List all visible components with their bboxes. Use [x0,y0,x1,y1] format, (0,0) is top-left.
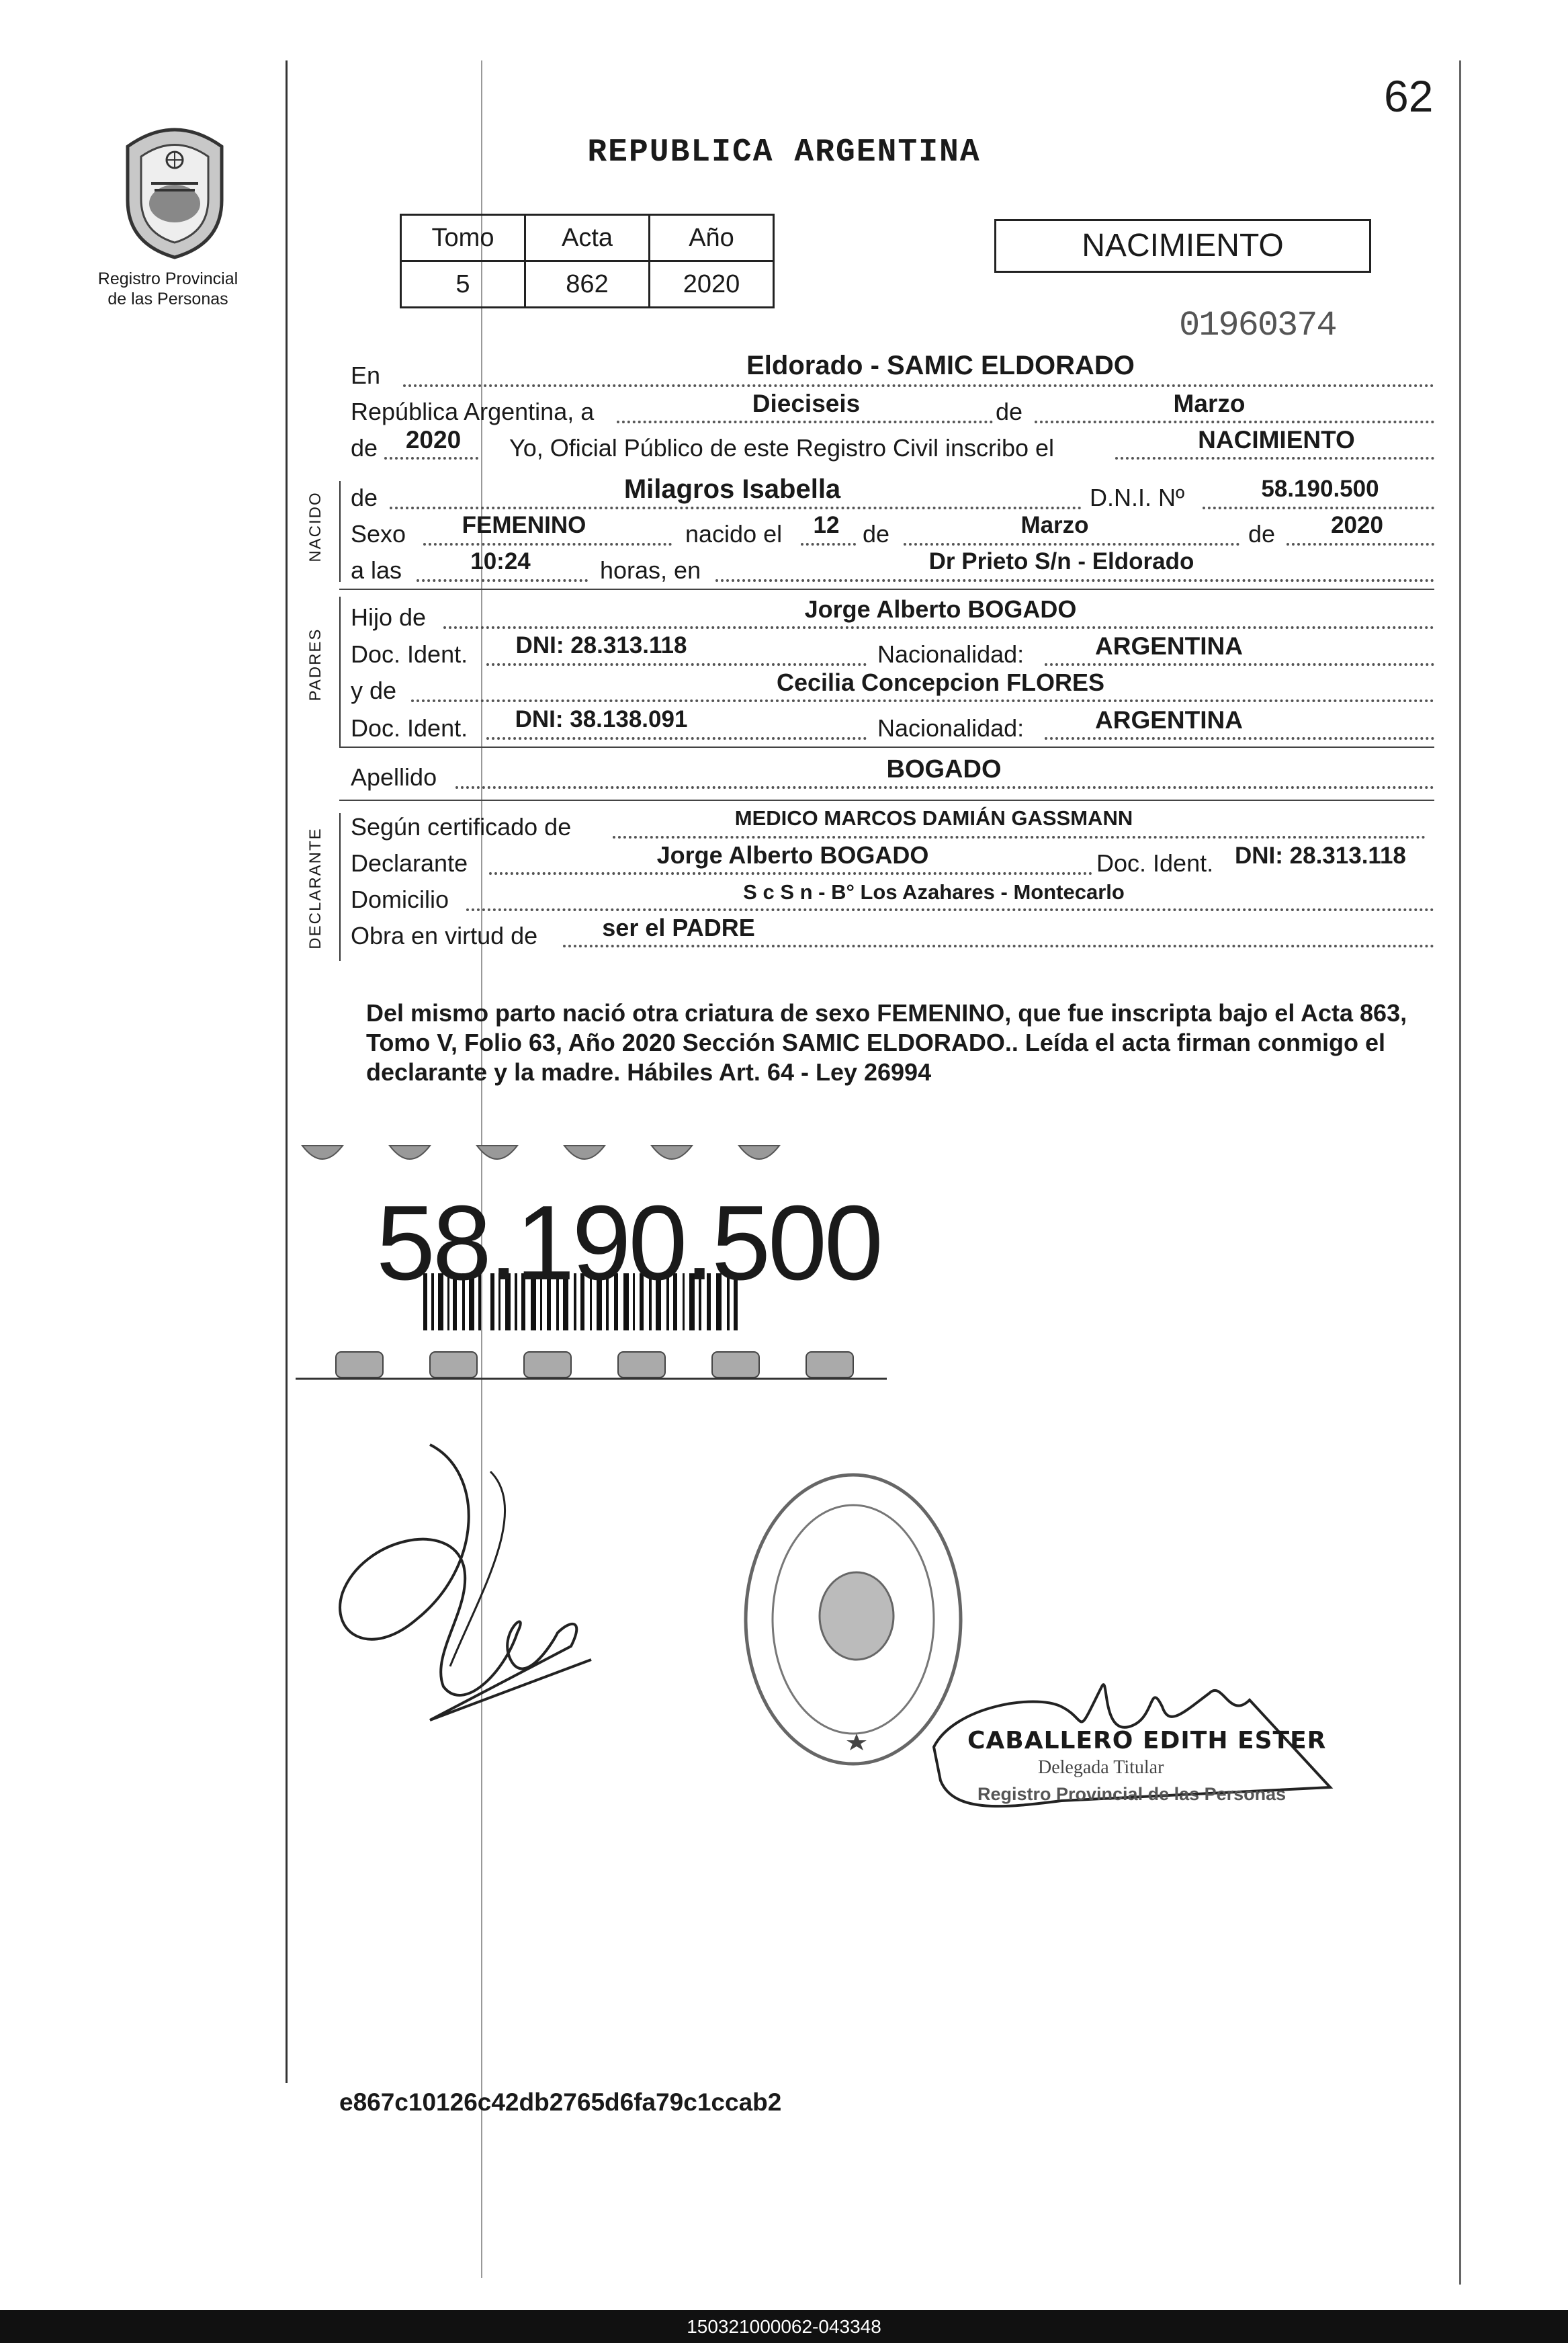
apellido-label: Apellido [351,763,437,791]
mother-doc: DNI: 38.138.091 [515,706,688,732]
birth-year-dots [1287,543,1434,546]
nacido-de-label: de [351,484,378,511]
nacido-el-label: nacido el [685,520,783,548]
dom-label: Domicilio [351,886,449,913]
logo-caption-line1: Registro Provincial [97,269,238,288]
alas-label: a las [351,556,402,584]
obra-label: Obra en virtud de [351,922,538,949]
registrar-org: Registro Provincial de las Personas [977,1784,1287,1804]
rep-dots [617,421,993,423]
en-dots [403,384,1434,387]
birth-day: 12 [813,512,840,538]
padres-separator [339,747,1434,748]
year-dots [384,457,478,460]
cert-value: MEDICO MARCOS DAMIÁN GASSMANN [734,806,1133,830]
decl-dots [489,872,1092,875]
father-nat: ARGENTINA [1095,632,1243,660]
value-acta: 862 [525,261,650,308]
father-doc-label: Doc. Ident. [351,640,468,668]
nacido-separator [339,589,1434,590]
value-anio: 2020 [650,261,774,308]
dom-dots [466,908,1434,911]
reference-table [400,214,775,308]
section-label-declarante: DECLARANTE [306,827,324,949]
de-label: de [996,398,1023,425]
mother-nat-label: Nacionalidad: [877,714,1025,742]
dni-dots [1203,507,1434,509]
document-hash: e867c10126c42db2765d6fa79c1ccab2 [339,2088,782,2116]
day-value: Dieciseis [752,390,861,417]
place-dots [715,579,1434,582]
father-doc-dots [486,663,867,666]
right-margin-line [1459,60,1461,2285]
child-name: Milagros Isabella [623,474,841,504]
registrar-role: Delegada Titular [1038,1757,1164,1778]
act-value: NACIMIENTO [1198,426,1355,454]
section-label-padres: PADRES [306,628,324,701]
en-label: En [351,361,381,389]
declarante-bracket [339,813,341,961]
mother-name: Cecilia Concepcion FLORES [776,669,1105,696]
birth-time: 10:24 [470,548,531,574]
decl-value: Jorge Alberto BOGADO [656,841,929,869]
father-doc: DNI: 28.313.118 [515,632,687,658]
page-number: 62 [1384,71,1434,121]
record-type-box: NACIMIENTO [994,219,1371,273]
sexo-value: FEMENINO [462,512,586,538]
act-dots [1115,457,1434,460]
hijo-label: Hijo de [351,603,427,631]
serial-number: 01960374 [1179,306,1336,345]
obra-value: ser el PADRE [602,914,755,941]
logo-caption [81,269,255,309]
section-label-nacido: NACIDO [306,491,324,562]
mother-nat-dots [1045,737,1434,740]
mother-nat: ARGENTINA [1095,706,1243,734]
rep-label: República Argentina, a [351,398,595,425]
observations-note: Del mismo parto nació otra criatura de sexo FEMENINO, que fue inscripta bajo el Acta 863, Tomo V, Folio 63, Año 2020 Sección SAMIC ELDORADO.. Leída el acta firman conmigo el declarante y la madre. Hábiles Art. 64 - Ley 26994 [366,999,1407,1086]
value-tomo: 5 [401,261,525,308]
sexo-label: Sexo [351,520,406,548]
mother-doc-dots [486,737,867,740]
registrar-name: CABALLERO EDITH ESTER [967,1727,1327,1754]
time-dots [417,579,588,582]
header-tomo: Tomo [401,215,525,261]
day-dots [801,543,856,546]
cert-label: Según certificado de [351,813,572,841]
dni-label: D.N.I. Nº [1090,484,1185,511]
birth-month-dots [904,543,1239,546]
decl-label: Declarante [351,849,468,877]
sexo-dots [423,543,672,546]
apellido-dots [455,786,1434,789]
footer-id-bar: 150321000062-043348 [0,2310,1568,2343]
padres-bracket [339,597,341,748]
month-dots [1035,421,1434,423]
nacido-bracket [339,481,341,582]
apellido-value: BOGADO [886,755,1002,783]
province-logo [114,120,235,264]
father-nat-dots [1045,663,1434,666]
mother-doc-label: Doc. Ident. [351,714,468,742]
nacido-de2-label: de [863,520,890,548]
birth-year: 2020 [1331,512,1383,538]
header-anio: Año [650,215,774,261]
obra-dots [563,945,1434,947]
de-year-label: de [351,434,378,462]
page-title: REPUBLICA ARGENTINA [587,134,981,171]
en-value: Eldorado - SAMIC ELDORADO [746,351,1135,380]
left-margin-line [286,60,288,2083]
father-name: Jorge Alberto BOGADO [804,595,1077,623]
birth-month: Marzo [1020,512,1089,538]
yde-label: y de [351,677,397,704]
header-acta: Acta [525,215,650,261]
name-dots [390,507,1082,509]
month-value: Marzo [1173,390,1246,417]
declarant-signature [329,1431,611,1740]
year-value: 2020 [405,426,462,454]
child-dni: 58.190.500 [1261,476,1379,502]
apellido-separator [339,800,1434,801]
decl-doc-label: Doc. Ident. [1096,849,1214,877]
dom-value: S c S n - B° Los Azahares - Montecarlo [743,880,1125,904]
cert-dots [613,836,1426,839]
birth-place: Dr Prieto S/n - Eldorado [928,548,1194,574]
logo-caption-line2: de las Personas [107,290,228,308]
horas-label: horas, en [600,556,701,584]
sticker-dni-number: 58.190.500 [376,1184,881,1302]
mother-dots [411,699,1434,702]
nacido-de3-label: de [1248,520,1276,548]
oficial-text: Yo, Oficial Público de este Registro Civil inscribo el [509,434,1055,462]
father-dots [443,626,1434,629]
father-nat-label: Nacionalidad: [877,640,1025,668]
decl-doc: DNI: 28.313.118 [1235,843,1406,869]
